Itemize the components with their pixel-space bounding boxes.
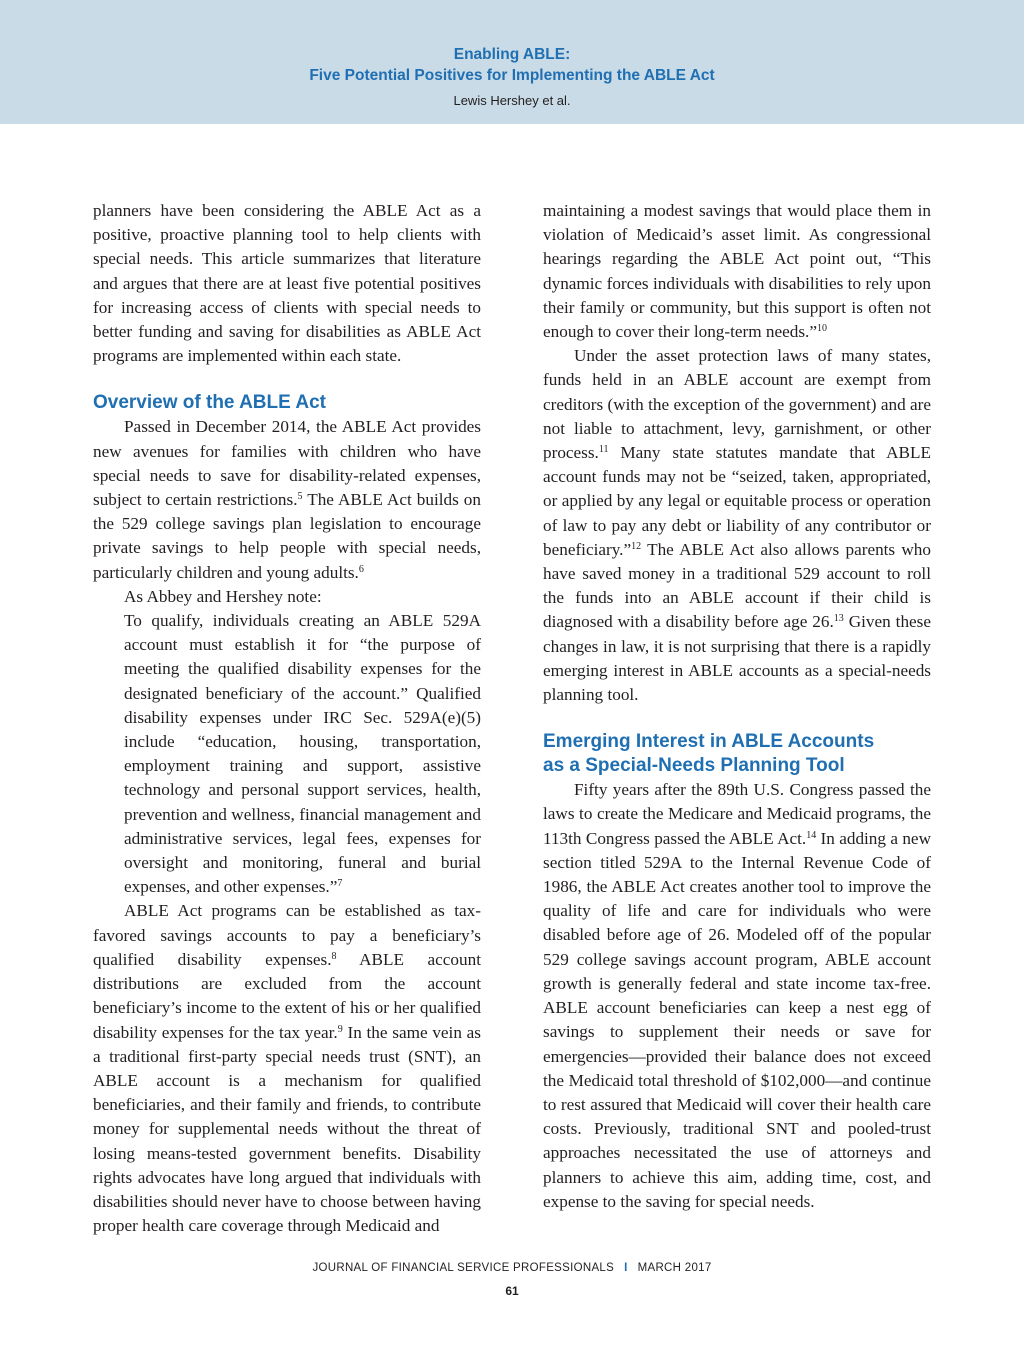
block-quote: To qualify, individuals creating an ABLE 529A account must establish it for “the purpose of meeting the qualified disability expenses for the designated beneficiary of the account.” Qualified disability expenses under IRC Sec. 529A(e)(5) include “education, housing, transportation, employment training and support, assistive technology and personal support services, health, prevention and wellness, financial management and administrative services, legal fees, expenses for oversight and monitoring, funeral and burial expenses, and other expenses.”$^7$ (124, 611, 481, 897)
header-author: Lewis Hershey et al. (453, 93, 571, 108)
footnote-ref-9[interactable]: 9 (337, 1023, 343, 1035)
page-number: 61 (505, 1284, 519, 1298)
footnote-ref-13[interactable]: 13 (833, 613, 844, 625)
running-footer (0, 1262, 1024, 1274)
overview-paragraph-2: As Abbey and Hershey note: (124, 586, 322, 606)
footnote-ref-7[interactable]: 7 (337, 878, 343, 890)
footer-separator: I (624, 1262, 628, 1274)
footnote-ref-6[interactable]: 6 (358, 563, 364, 575)
intro-paragraph: planners have been considering the ABLE Act as a positive, proactive planning tool to help clients with special needs. This article summarizes that literature and argues that there are at least five potential positives for increasing access of clients with special needs to better funding and saving for disabilities as ABLE Act programs are implemented within each state. (93, 201, 481, 366)
right-column (543, 199, 931, 1214)
footnote-ref-8[interactable]: 8 (331, 950, 337, 962)
issue-date: MARCH 2017 (637, 1262, 712, 1274)
journal-name: JOURNAL OF FINANCIAL SERVICE PROFESSIONALS (312, 1262, 615, 1274)
continued-paragraph: maintaining a modest savings that would place them in violation of Medicaid’s asset limit. As congressional hearings regarding the ABLE Act point out, “This dynamic forces individuals with disabilities to rely upon their family or community, but this support is often not enough to cover their long-term needs.”$^{10}$ (543, 201, 931, 342)
header-title-line2: Five Potential Positives for Implementing the ABLE Act (309, 67, 715, 84)
footnote-ref-5[interactable]: 5 (297, 491, 303, 503)
footnote-ref-11[interactable]: 11 (598, 444, 609, 456)
overview-paragraph-1: Passed in December 2014, the ABLE Act provides new avenues for families with children who have special needs to save for disability-related expenses, subject to certain restrictions.$^5$ The ABLE Act builds on the 529 college savings plan legislation to encourage private savings to help people with special needs, particularly children and young adults.$^6$ (93, 417, 481, 582)
left-column (93, 199, 481, 1238)
running-header (0, 0, 1024, 124)
header-title-line1: Enabling ABLE: (453, 46, 571, 63)
overview-paragraph-3: ABLE Act programs can be established as tax-favored savings accounts to pay a beneficiary’s qualified disability expenses.$^8$ ABLE account distributions are excluded from the account beneficiary’s income to the extent of his or her qualified disability expenses for the tax year.$^9$ In the same vein as a traditional first-party special needs trust (SNT), an ABLE account is a mechanism for qualified beneficiaries, and their family and friends, to contribute money for supplemental needs without the threat of losing means-tested government benefits. Disability rights advocates have long argued that individuals with disabilities should never have to choose between having proper health care coverage through Medicaid and (93, 901, 481, 1236)
section-heading-overview: Overview of the ABLE Act (93, 392, 326, 414)
footnote-ref-14[interactable]: 14 (806, 829, 817, 841)
asset-protection-paragraph: Under the asset protection laws of many states, funds held in an ABLE account are exempt from creditors (with the exception of the government) and are not liable to attachment, levy, garnishment, or other process.$^{11}$ Many state statutes mandate that ABLE account funds may not be “seized, taken, appropriated, or applied by any legal or equitable process or operation of law to pay any debt or liability of any contributor or beneficiary.”$^{12}$ The ABLE Act also allows parents who have saved money in a traditional 529 account to roll the funds into an ABLE account if their child is diagnosed with a disability before age 26.13 Given these changes in law, it is not surprising that there is a rapidly emerging interest in ABLE accounts as a special-needs planning tool. (543, 346, 931, 705)
section-heading-emerging-interest: Emerging Interest in ABLE Accounts as a Special-Needs Planning Tool (543, 731, 875, 777)
footnote-ref-10[interactable]: 10 (816, 323, 827, 335)
emerging-interest-paragraph: Fifty years after the 89th U.S. Congress passed the laws to create the Medicare and Medicaid programs, the 113th Congress passed the ABLE Act.$^{14}$ In adding a new section titled 529A to the Internal Revenue Code of 1986, the ABLE Act creates another tool to improve the quality of life and care for individuals who were disabled before age of 26. Modeled off of the popular 529 college savings account program, ABLE account growth is generally federal and state income tax-free. ABLE account beneficiaries can keep a nest egg of savings to supplement their needs or save for emergencies—provided their balance does not exceed the Medicaid total threshold of $102,000—and continue to rest assured that Medicaid will cover their health care costs. Previously, traditional SNT and pooled-trust approaches necessitated the use of attorneys and planners to achieve this aim, adding time, cost, and expense to the saving for special needs. (543, 780, 931, 1211)
footnote-ref-12[interactable]: 12 (631, 540, 642, 552)
